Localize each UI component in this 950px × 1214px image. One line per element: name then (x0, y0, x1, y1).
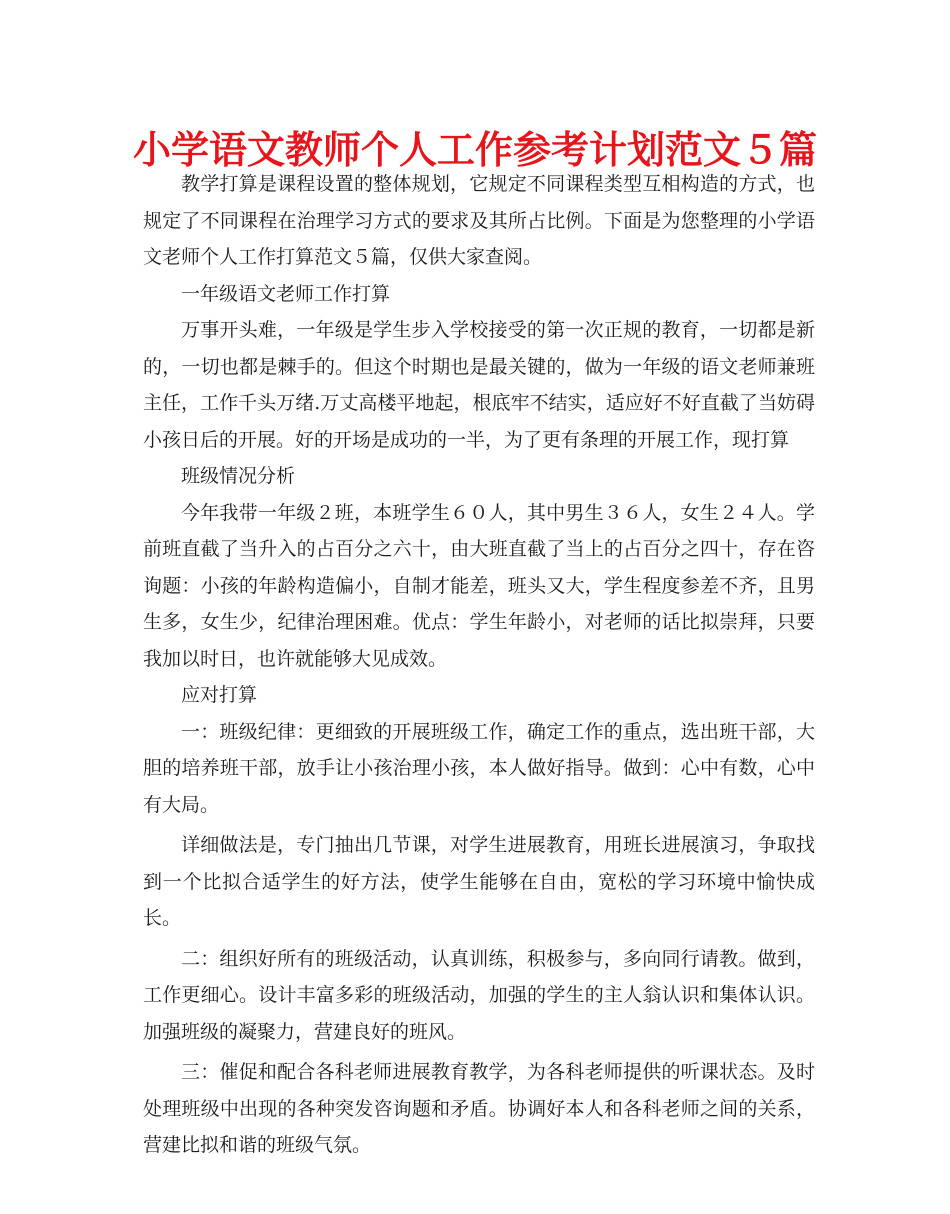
paragraph-heading-response-plan: 应对打算 (181, 684, 258, 706)
paragraph-detailed-method: 详细做法是，专门抽出几节课，对学生进展教育，用班长进展演习，争取找到一个比拟合适学生的好方法，使学生能够在自由，宽松的学习环境中愉快成长。 (143, 834, 815, 929)
paragraph-opening: 万事开头难，一年级是学生步入学校接受的第一次正规的教育，一切都是新的，一切也都是棘手的。但这个时期也是最关键的，做为一年级的语文老师兼班主任，工作千头万绪.万丈高楼平地起，根底牢不结实，适应好不好直截了当妨碍小孩日后的开展。好的开场是成功的一半，为了更有条理的开展工作，现打算 (143, 319, 815, 451)
paragraph-cooperation: 三：催促和配合各科老师进展教育教学，为各科老师提供的听课状态。及时处理班级中出现的各种突发咨询题和矛盾。协调好本人和各科老师之间的关系，营建比拟和谐的班级气氛。 (143, 1061, 815, 1156)
document-body (143, 166, 815, 1164)
paragraph-heading-grade-one-plan: 一年级语文老师工作打算 (181, 282, 391, 305)
document-title: 小学语文教师个人工作参考计划范文５篇 (132, 128, 817, 172)
paragraph-discipline: 一：班级纪律：更细致的开展班级工作，确定工作的重点，选出班干部，大胆的培养班干部，放手让小孩治理小孩，本人做好指导。做到：心中有数，心中有大局。 (143, 720, 815, 816)
paragraph-heading-class-analysis: 班级情况分析 (181, 465, 296, 487)
paragraph-intro: 教学打算是课程设置的整体规划，它规定不同课程类型互相构造的方式，也规定了不同课程在治理学习方式的要求及其所占比例。下面是为您整理的小学语文老师个人工作打算范文５篇，仅供大家查阅。 (143, 173, 815, 268)
paragraph-class-analysis: 今年我带一年级２班，本班学生６０人，其中男生３６人，女生２４人。学前班直截了当升入的占百分之六十，由大班直截了当上的占百分之四十，存在咨询题：小孩的年龄构造偏小，自制才能差，班头又大，学生程度参差不齐，且男生多，女生少，纪律治理困难。优点：学生年龄小，对老师的话比拟崇拜，只要我加以时日，也许就能够大见成效。 (143, 501, 815, 670)
paragraph-activities: 二：组织好所有的班级活动，认真训练，积极参与，多向同行请教。做到，工作更细心。设计丰富多彩的班级活动，加强的学生的主人翁认识和集体认识。加强班级的凝聚力，营建良好的班风。 (143, 947, 815, 1043)
